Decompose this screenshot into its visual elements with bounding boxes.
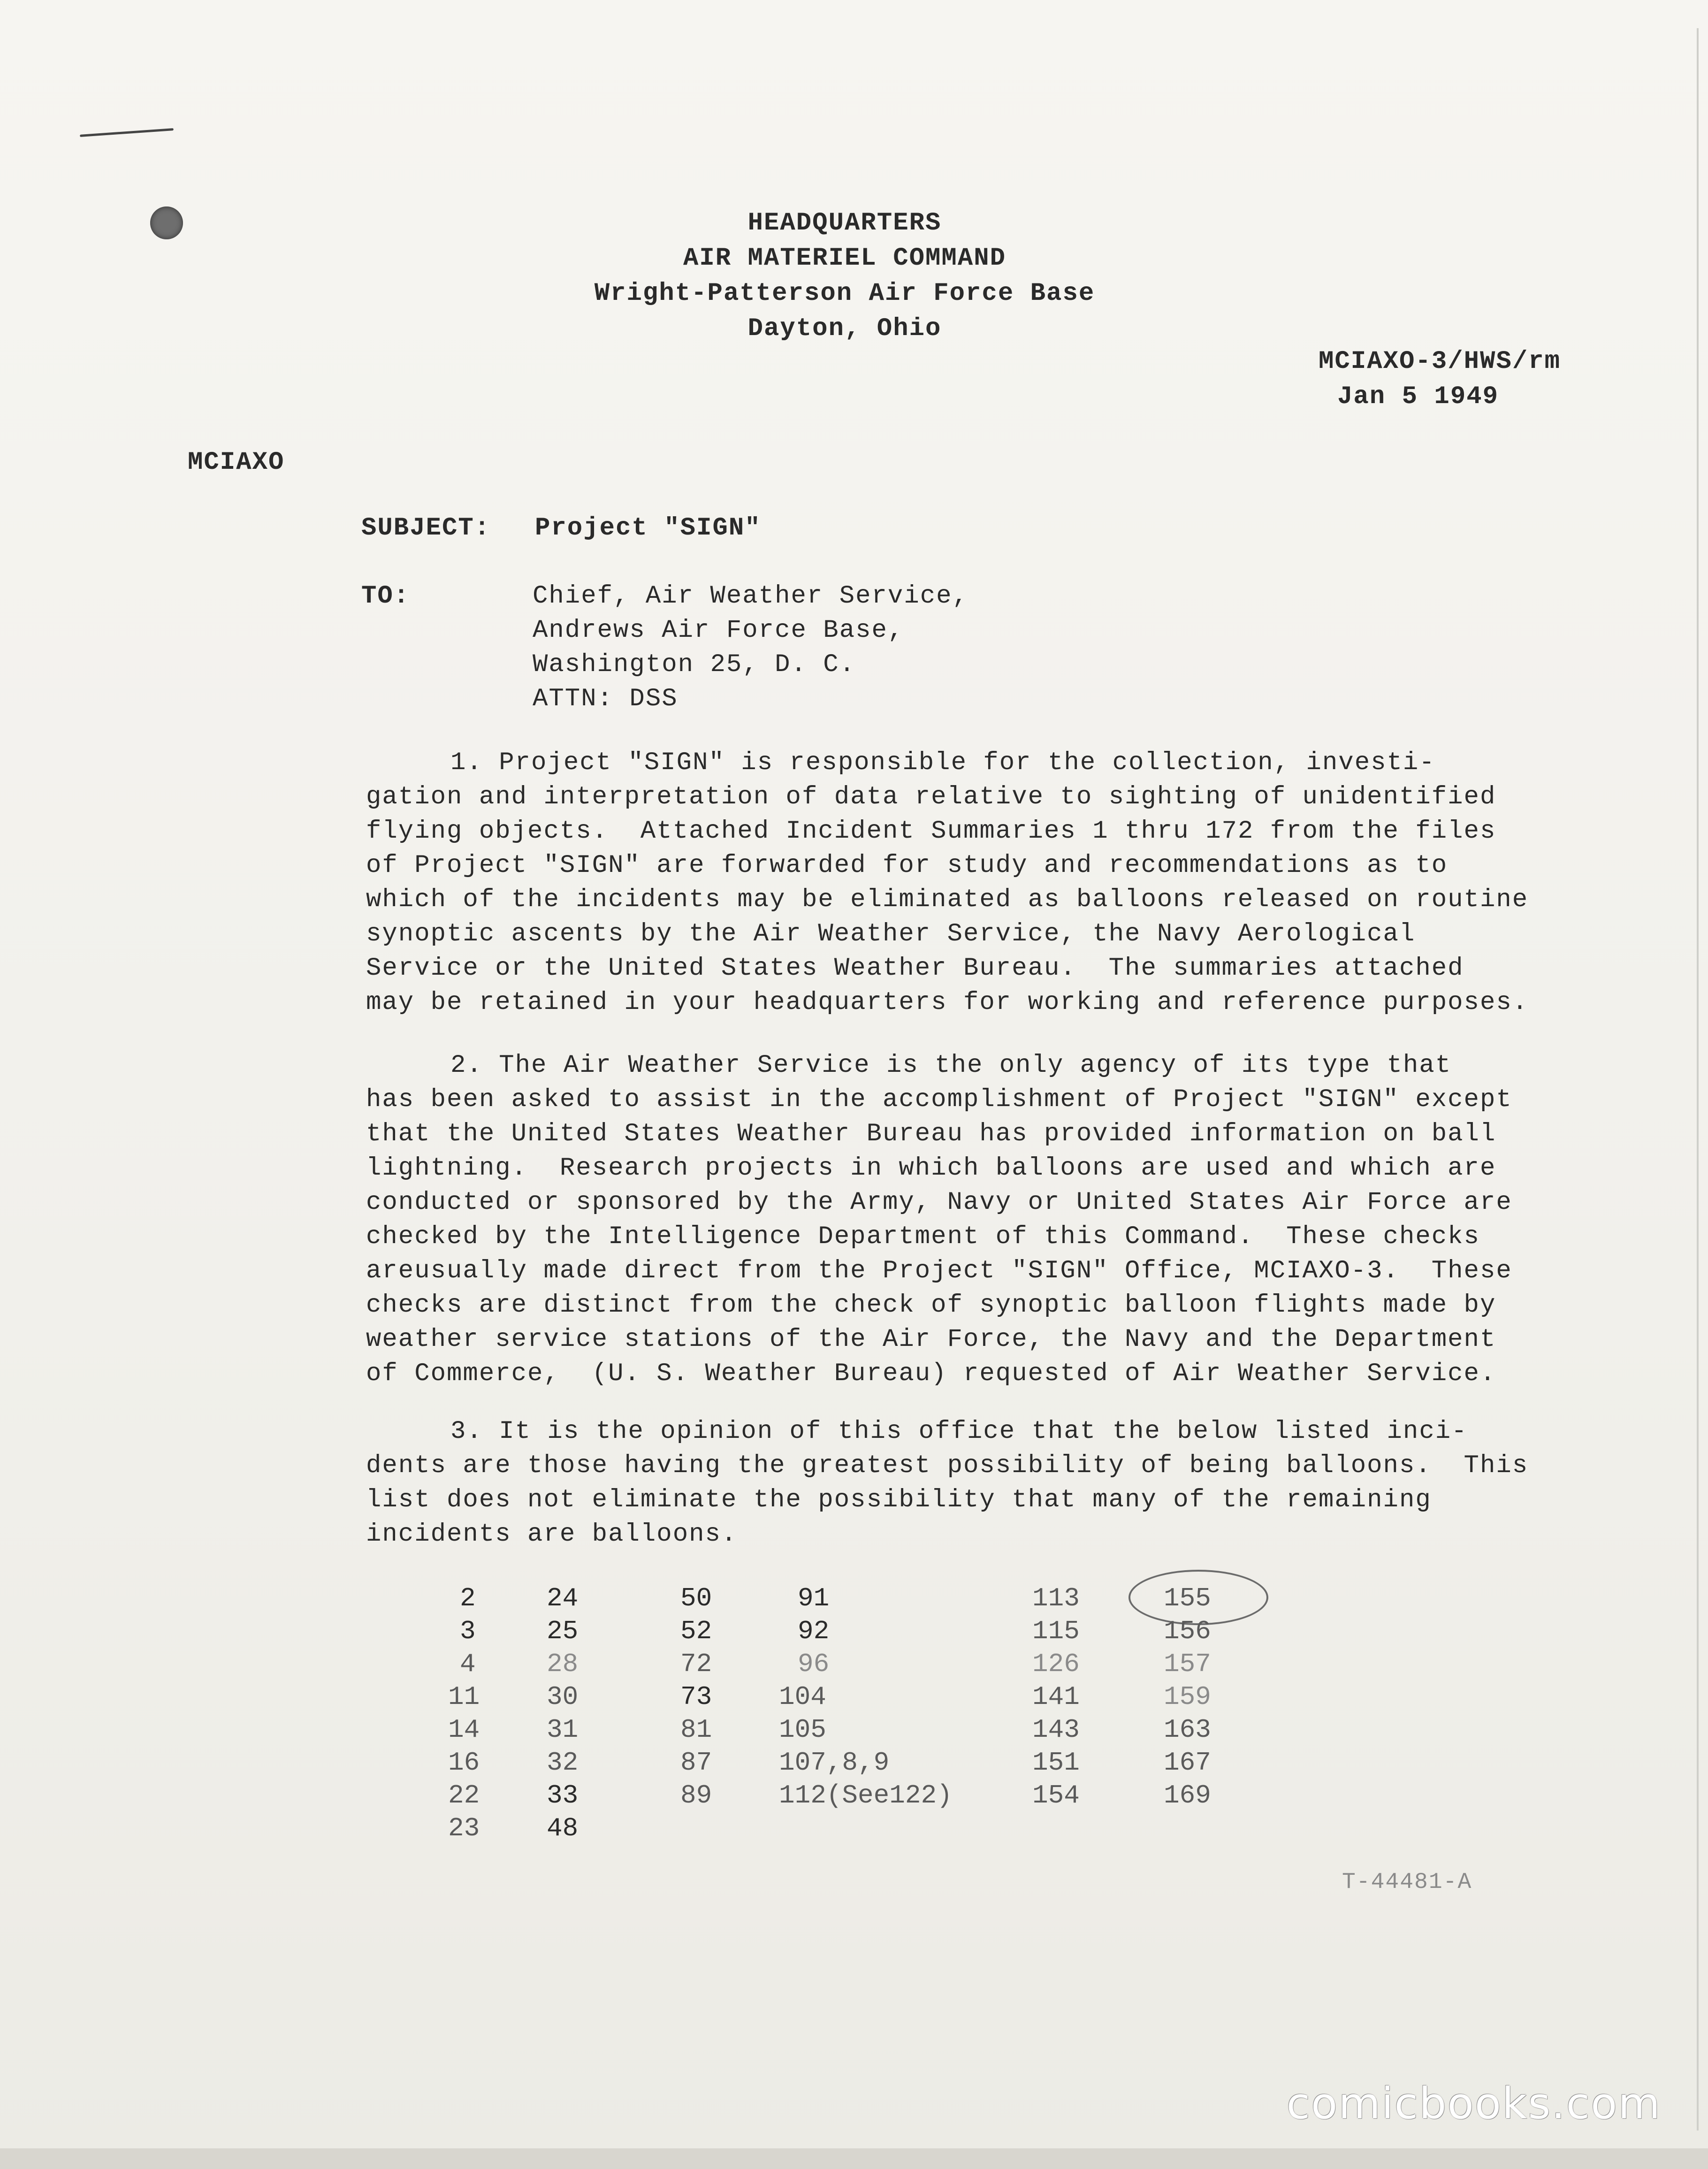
incident-number: 32 bbox=[547, 1748, 579, 1778]
document-number: T-44481-A bbox=[1342, 1870, 1472, 1895]
subject-label: SUBJECT: bbox=[361, 514, 491, 542]
para3-line-1: 3. It is the opinion of this office that the below listed inci- bbox=[450, 1417, 1468, 1446]
para1-line-3: flying objects. Attached Incident Summaries 1 thru 172 from the files bbox=[366, 817, 1496, 846]
para2-line-7: areusually made direct from the Project "SIGN" Office, MCIAXO-3. These bbox=[366, 1257, 1512, 1285]
reference-date: Jan 5 1949 bbox=[1337, 382, 1499, 411]
para2-line-10: of Commerce, (U. S. Weather Bureau) requested of Air Weather Service. bbox=[366, 1359, 1496, 1388]
to-line-3: Washington 25, D. C. bbox=[533, 650, 856, 679]
incident-number: 2 bbox=[460, 1583, 476, 1613]
incident-number: 91 bbox=[798, 1583, 830, 1613]
to-line-1: Chief, Air Weather Service, bbox=[533, 582, 968, 611]
incident-number: 87 bbox=[680, 1748, 712, 1778]
incident-number: 105 bbox=[779, 1715, 826, 1745]
header-line-1: HEADQUARTERS bbox=[747, 209, 942, 237]
incident-number: 169 bbox=[1164, 1780, 1211, 1810]
incident-number: 23 bbox=[448, 1813, 480, 1843]
incident-number: 22 bbox=[448, 1780, 480, 1810]
incident-number: 143 bbox=[1032, 1715, 1080, 1745]
para2-line-1: 2. The Air Weather Service is the only agency of its type that bbox=[450, 1051, 1452, 1080]
incident-number: 156 bbox=[1164, 1616, 1211, 1646]
incident-number: 89 bbox=[680, 1780, 712, 1810]
office-symbol: MCIAXO bbox=[188, 448, 285, 477]
para1-line-8: may be retained in your headquarters for working and reference purposes. bbox=[366, 988, 1529, 1017]
binder-hole bbox=[150, 206, 183, 239]
incident-number: 3 bbox=[460, 1616, 476, 1646]
incident-number: 159 bbox=[1164, 1682, 1211, 1712]
para2-line-4: lightning. Research projects in which balloons are used and which are bbox=[366, 1154, 1496, 1183]
incident-number: 157 bbox=[1164, 1649, 1211, 1679]
to-label: TO: bbox=[361, 582, 410, 611]
incident-number: 72 bbox=[680, 1649, 712, 1679]
incident-number: 104 bbox=[779, 1682, 826, 1712]
incident-number: 163 bbox=[1164, 1715, 1211, 1745]
incident-number: 14 bbox=[448, 1715, 480, 1745]
header-line-3: Wright-Patterson Air Force Base bbox=[594, 279, 1095, 308]
incident-number: 4 bbox=[460, 1649, 476, 1679]
incident-number: 50 bbox=[680, 1583, 712, 1613]
incident-number: 24 bbox=[547, 1583, 579, 1613]
pen-mark bbox=[80, 128, 174, 137]
para1-line-1: 1. Project "SIGN" is responsible for the collection, investi- bbox=[450, 748, 1435, 777]
para1-line-4: of Project "SIGN" are forwarded for study and recommendations as to bbox=[366, 851, 1448, 880]
para2-line-3: that the United States Weather Bureau has provided information on ball bbox=[366, 1120, 1496, 1148]
para1-line-6: synoptic ascents by the Air Weather Service, the Navy Aerological bbox=[366, 920, 1416, 948]
para1-line-5: which of the incidents may be eliminated as balloons released on routine bbox=[366, 886, 1529, 914]
incident-number: 31 bbox=[547, 1715, 579, 1745]
para2-line-5: conducted or sponsored by the Army, Navy or United States Air Force are bbox=[366, 1188, 1512, 1217]
to-line-4: ATTN: DSS bbox=[533, 685, 678, 713]
incident-number: 16 bbox=[448, 1748, 480, 1778]
incident-number: 151 bbox=[1032, 1748, 1080, 1778]
para3-line-4: incidents are balloons. bbox=[366, 1520, 738, 1549]
incident-number: 112(See122) bbox=[779, 1780, 953, 1810]
para3-line-2: dents are those having the greatest possibility of being balloons. This bbox=[366, 1451, 1529, 1480]
incident-number: 30 bbox=[547, 1682, 579, 1712]
incident-number: 154 bbox=[1032, 1780, 1080, 1810]
page-bottom-edge bbox=[0, 2148, 1708, 2169]
incident-number: 25 bbox=[547, 1616, 579, 1646]
subject-value: Project "SIGN" bbox=[535, 514, 761, 542]
incident-number: 81 bbox=[680, 1715, 712, 1745]
incident-number: 155 bbox=[1164, 1583, 1211, 1613]
watermark-text: comicbooks.com bbox=[1286, 2078, 1661, 2129]
incident-number: 33 bbox=[547, 1780, 579, 1810]
incident-number: 48 bbox=[547, 1813, 579, 1843]
incident-number: 115 bbox=[1032, 1616, 1080, 1646]
para1-line-7: Service or the United States Weather Bureau. The summaries attached bbox=[366, 954, 1464, 983]
reference-code: MCIAXO-3/HWS/rm bbox=[1319, 347, 1561, 376]
para2-line-6: checked by the Intelligence Department of this Command. These checks bbox=[366, 1222, 1480, 1251]
incident-number: 96 bbox=[798, 1649, 830, 1679]
header-line-2: AIR MATERIEL COMMAND bbox=[683, 244, 1006, 273]
para2-line-2: has been asked to assist in the accomplishment of Project "SIGN" except bbox=[366, 1085, 1512, 1114]
incident-number: 28 bbox=[547, 1649, 579, 1679]
to-line-2: Andrews Air Force Base, bbox=[533, 616, 904, 645]
para2-line-9: weather service stations of the Air Force, the Navy and the Department bbox=[366, 1325, 1496, 1354]
incident-number: 126 bbox=[1032, 1649, 1080, 1679]
para2-line-8: checks are distinct from the check of synoptic balloon flights made by bbox=[366, 1291, 1496, 1320]
para1-line-2: gation and interpretation of data relative to sighting of unidentified bbox=[366, 783, 1496, 811]
incident-number: 11 bbox=[448, 1682, 480, 1712]
incident-number: 167 bbox=[1164, 1748, 1211, 1778]
header-line-4: Dayton, Ohio bbox=[747, 314, 942, 343]
incident-number: 73 bbox=[680, 1682, 712, 1712]
incident-number: 113 bbox=[1032, 1583, 1080, 1613]
incident-number: 141 bbox=[1032, 1682, 1080, 1712]
incident-number: 92 bbox=[798, 1616, 830, 1646]
para3-line-3: list does not eliminate the possibility that many of the remaining bbox=[366, 1486, 1432, 1514]
incident-number: 52 bbox=[680, 1616, 712, 1646]
incident-number: 107,8,9 bbox=[779, 1748, 890, 1778]
page-right-edge bbox=[1697, 28, 1699, 2131]
